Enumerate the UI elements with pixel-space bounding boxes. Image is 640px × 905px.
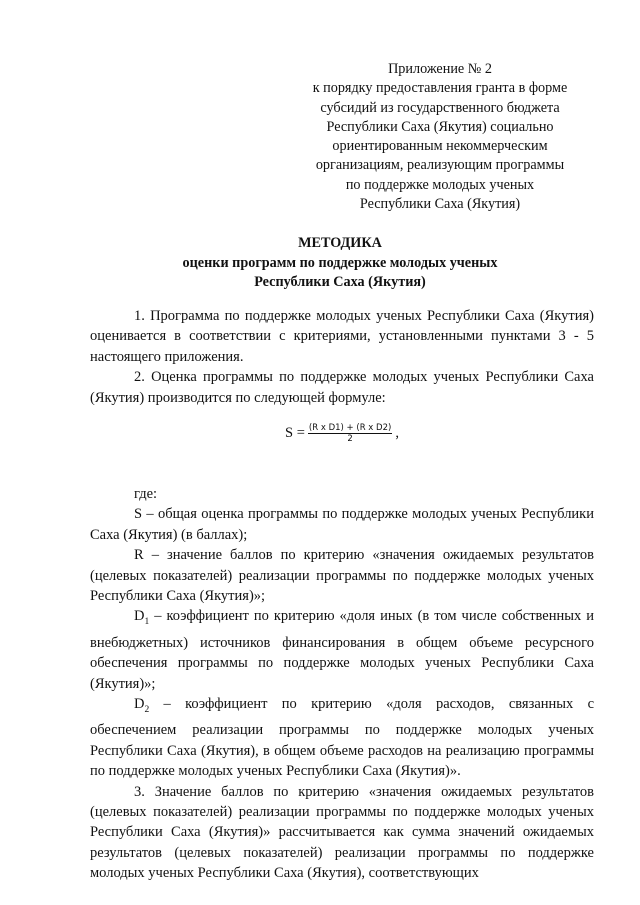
where-label: где: — [134, 486, 158, 503]
formula-tail: , — [395, 424, 399, 441]
title-line-1: МЕТОДИКА — [298, 235, 382, 251]
appendix-line: субсидий из государственного бюджета — [320, 99, 560, 116]
appendix-line: Республики Саха (Якутия) — [359, 196, 521, 213]
paragraph-3: 3. Значение баллов по критерию «значения ожидаемых результатов (целевых показателей) реализации программы по поддержке молодых ученых Республики Саха (Якутия)» рассчитывается как сумма значений ожидаемых результатов (целевых показателей) реализации программы по поддержке молодых ученых Республики Саха (Якутия), соответствующих — [90, 783, 594, 882]
appendix-line: к порядку предоставления гранта в форме — [312, 80, 568, 97]
d2-text: – коэффициент по критерию «доля расходов, связанных с обеспечением реализации программы по поддержке молодых ученых Республики Саха (Якутия), в общем объеме расходов на реализацию программы по поддержке молодых ученых Республики Саха (Якутия)». — [90, 695, 594, 780]
appendix-line: Республики Саха (Якутия) социально — [326, 118, 554, 135]
definition-d1 — [90, 606, 594, 694]
appendix-header — [290, 60, 590, 214]
document-title — [80, 234, 600, 293]
d1-symbol: D — [134, 608, 145, 625]
appendix-line: ориентированным некоммерческим — [332, 138, 548, 155]
formula-fraction — [308, 423, 392, 444]
definition-s: S – общая оценка программы по поддержке молодых ученых Республики Саха (Якутия) (в баллах); — [90, 506, 594, 543]
formula-denominator: 2 — [347, 433, 353, 444]
appendix-line: по поддержке молодых ученых — [345, 176, 535, 193]
title-line-3: Республики Саха (Якутия) — [254, 274, 426, 290]
d1-text: – коэффициент по критерию «доля иных (в том числе собственных и внебюджетных) источников финансирования в общем объеме ресурсного обеспечения программы по поддержке молодых ученых Республики Саха (Якутия)»; — [90, 608, 594, 692]
spacer — [90, 450, 594, 484]
d1-subscript: 1 — [144, 617, 150, 628]
appendix-line: Приложение № 2 — [388, 61, 492, 77]
formula-lhs: S = — [285, 424, 305, 441]
appendix-line: организациям, реализующим программы — [315, 157, 565, 174]
formula — [90, 416, 594, 450]
paragraph-1: 1. Программа по поддержке молодых ученых Республики Саха (Якутия) оценивается в соответствии с критериями, установленными пунктами 3 - 5 настоящего приложения. — [90, 308, 594, 365]
d2-symbol: D — [134, 695, 145, 712]
d2-subscript: 2 — [144, 704, 150, 715]
definition-r: R – значение баллов по критерию «значения ожидаемых результатов (целевых показателей) реализации программы по поддержке молодых ученых Республики Саха (Якутия)»; — [90, 547, 594, 605]
title-line-2: оценки программ по поддержке молодых ученых — [182, 254, 498, 271]
document-body — [90, 306, 594, 884]
definition-d2 — [90, 694, 594, 782]
paragraph-2: 2. Оценка программы по поддержке молодых ученых Республики Саха (Якутия) производится по следующей формуле: — [90, 369, 594, 406]
formula-numerator: (R x D1) + (R x D2) — [308, 422, 392, 433]
